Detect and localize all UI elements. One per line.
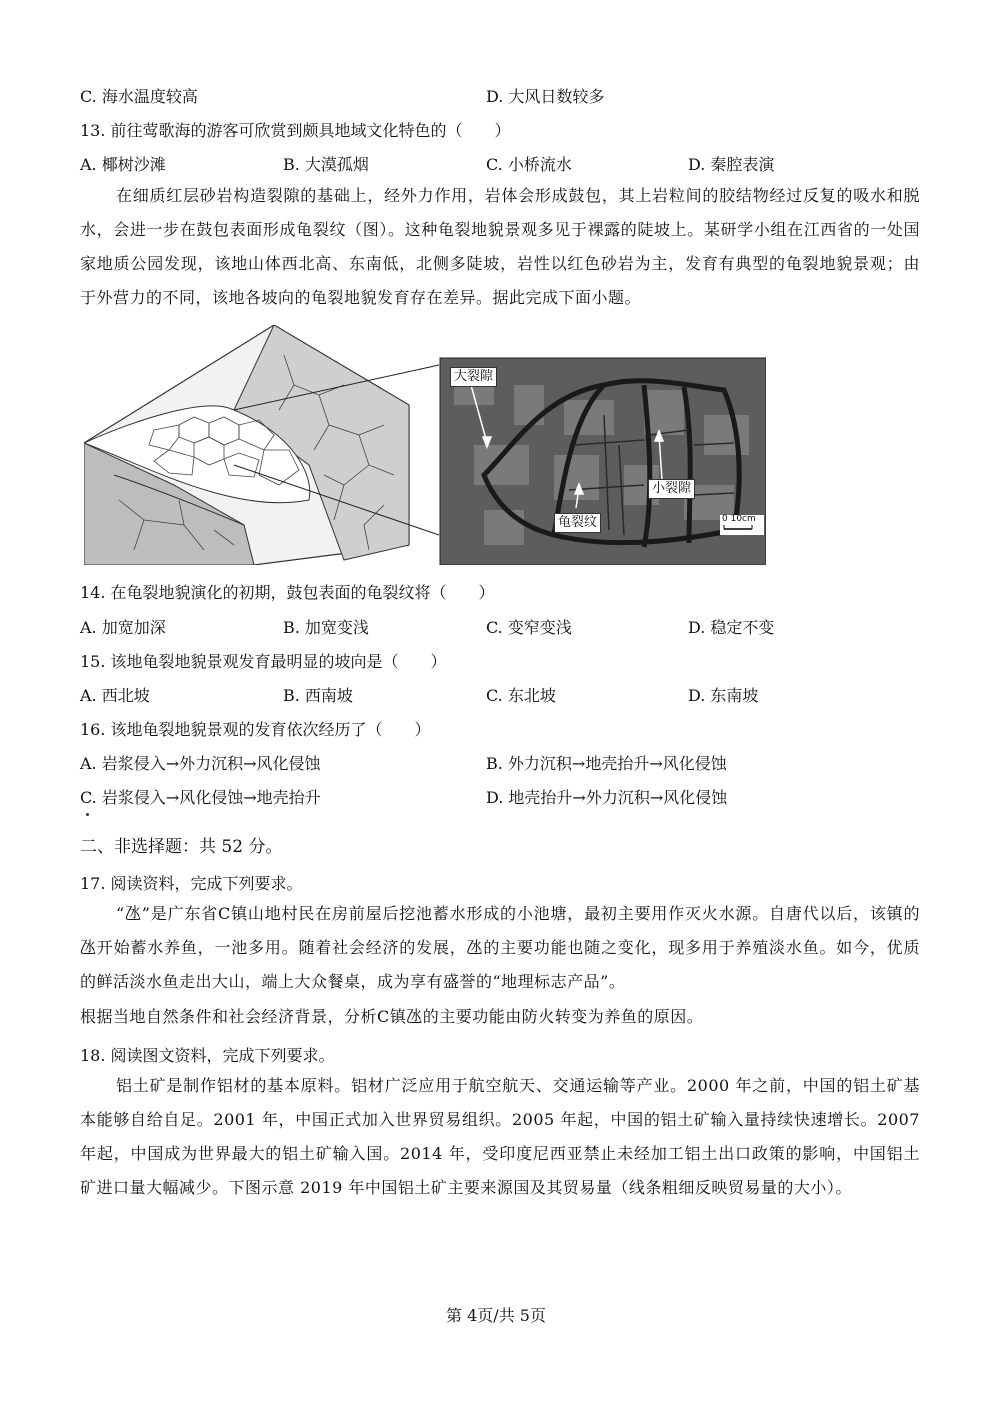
q14-option-b: B. 加宽变浅 (283, 618, 369, 637)
q15-option-c: C. 东北坡 (486, 686, 556, 705)
section-heading: 二、非选择题：共 52 分。 (80, 837, 283, 857)
q15-stem: 15. 该地龟裂地貌景观发育最明显的坡向是（ ） (80, 652, 447, 671)
passage-turtle-crack: 在细质红层砂岩构造裂隙的基础上，经外力作用，岩体会形成鼓包，其上岩粒间的胶结物经过反复的吸水和脱水，会进一步在鼓包表面形成龟裂纹（图）。这种龟裂地貌景观多见于裸露的陡坡上。某研学小组在江西省的一处国家地质公园发现，该地山体西北高、东南低，北侧多陡坡，岩性以红色砂岩为主，发育有典型的龟裂地貌景观；由于外营力的不同，该地各坡向的龟裂地貌发育存在差异。据此完成下面小题。 (80, 186, 920, 307)
q13-option-b: B. 大漠孤烟 (283, 155, 369, 174)
q18-passage: 铝土矿是制作铝材的基本原料。铝材广泛应用于航空航天、交通运输等产业。2000 年之前，中国的铝土矿基本能够自给自足。2001 年，中国正式加入世界贸易组织。2005 年起，中国的铝土矿输入量持续快速增长。2007 年起，中国成为世界最大的铝土矿输入国。2014 年，受印度尼西亚禁止未经加工铝土出口政策的影响，中国铝土矿进口量大幅减少。下图示意 2019 年中国铝土矿主要来源国及其贸易量（线条粗细反映贸易量的大小）。 (80, 1076, 920, 1197)
label-small-crack: 小裂隙 (648, 479, 695, 499)
q16-option-b: B. 外力沉积→地壳抬升→风化侵蚀 (486, 754, 727, 773)
figure-turtle-crack (84, 325, 766, 565)
figure-illustration (84, 325, 766, 565)
page-footer: 第 4页/共 5页 (446, 1306, 546, 1325)
crack-photo (440, 358, 766, 565)
q14-option-a: A. 加宽加深 (80, 618, 166, 637)
q13-stem: 13. 前往莺歌海的游客可欣赏到颇具地域文化特色的（ ） (80, 121, 511, 140)
block-diagram (84, 325, 439, 565)
scale-label: 0 10cm (722, 514, 756, 524)
q15-option-a: A. 西北坡 (80, 686, 150, 705)
q16-option-a: A. 岩浆侵入→外力沉积→风化侵蚀 (80, 754, 321, 773)
q18-stem: 18. 阅读图文资料，完成下列要求。 (80, 1046, 335, 1065)
q16-option-c: C. 岩浆侵入→风化侵蚀→地壳抬升 (80, 788, 321, 807)
q16-option-d: D. 地壳抬升→外力沉积→风化侵蚀 (486, 788, 728, 807)
stray-mark (86, 813, 89, 816)
q16-stem: 16. 该地龟裂地貌景观的发育依次经历了（ ） (80, 720, 431, 739)
q12-option-d: D. 大风日数较多 (486, 87, 605, 106)
q13-option-d: D. 秦腔表演 (688, 155, 775, 174)
q14-option-d: D. 稳定不变 (688, 618, 775, 637)
label-turtle-crack: 龟裂纹 (554, 513, 601, 533)
q14-option-c: C. 变窄变浅 (486, 618, 572, 637)
q17-passage: “氹”是广东省C镇山地村民在房前屋后挖池蓄水形成的小池塘，最初主要用作灭火水源。自唐代以后，该镇的氹开始蓄水养鱼，一池多用。随着社会经济的发展，氹的主要功能也随之变化，现多用于养殖淡水鱼。如今，优质的鲜活淡水鱼走出大山，端上大众餐桌，成为享有盛誉的“地理标志产品”。 (80, 904, 920, 991)
q17-stem: 17. 阅读资料，完成下列要求。 (80, 874, 303, 893)
q15-option-b: B. 西南坡 (283, 686, 353, 705)
q14-stem: 14. 在龟裂地貌演化的初期，鼓包表面的龟裂纹将（ ） (80, 583, 495, 602)
label-big-crack: 大裂隙 (450, 367, 497, 387)
q13-option-c: C. 小桥流水 (486, 155, 572, 174)
q12-option-c: C. 海水温度较高 (80, 87, 198, 106)
q15-option-d: D. 东南坡 (688, 686, 759, 705)
q13-option-a: A. 椰树沙滩 (80, 155, 166, 174)
q17-task: 根据当地自然条件和社会经济背景，分析C镇氹的主要功能由防火转变为养鱼的原因。 (80, 1007, 704, 1026)
